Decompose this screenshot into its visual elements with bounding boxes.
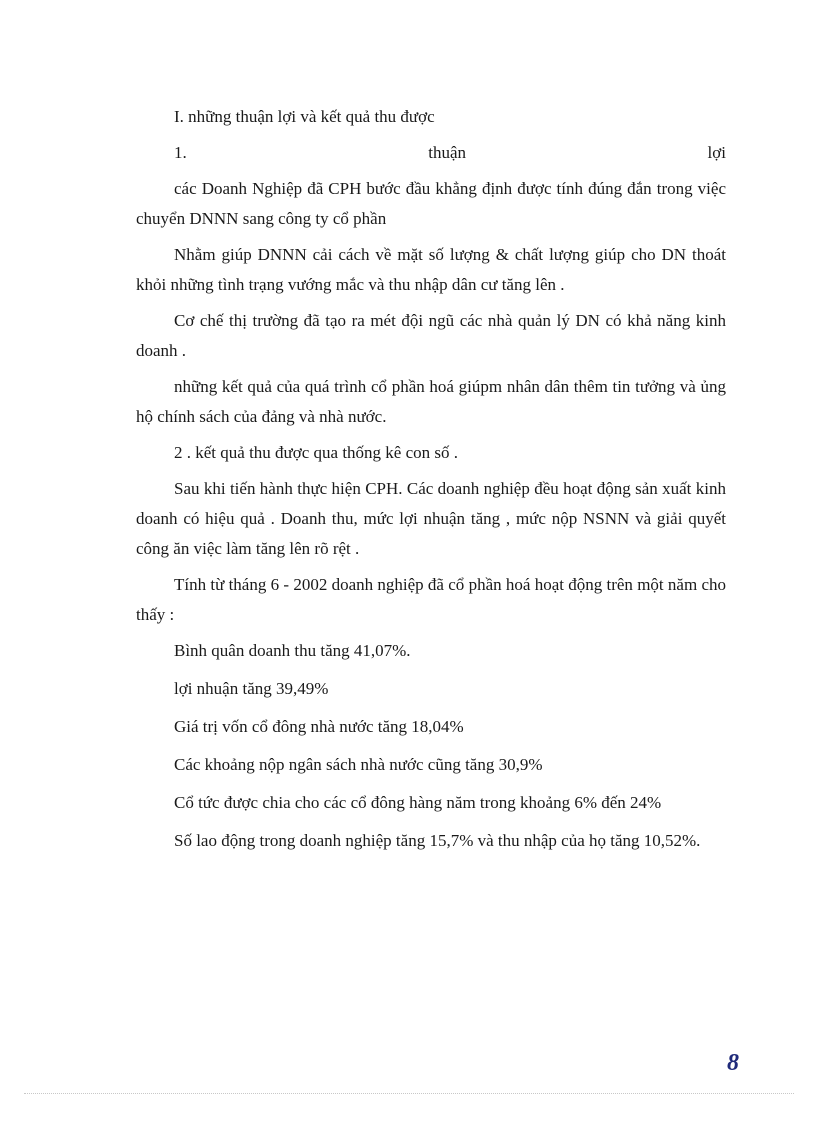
statistic-item: lợi nhuận tăng 39,49% bbox=[174, 679, 329, 698]
subsection-heading: 1. thuận lợi bbox=[174, 143, 726, 162]
paragraph: Cơ chế thị trường đã tạo ra mét đội ngũ các nhà quản lý DN có khả năng kinh doanh . bbox=[136, 311, 726, 360]
statistic-item: Giá trị vốn cổ đông nhà nước tăng 18,04% bbox=[174, 717, 464, 736]
paragraph: những kết quả của quá trình cổ phần hoá giúpm nhân dân thêm tin tưởng và ủng hộ chính sách của đảng và nhà nước. bbox=[136, 377, 726, 426]
statistic-item: Cổ tức được chia cho các cổ đông hàng năm trong khoảng 6% đến 24% bbox=[174, 793, 662, 812]
statistic-item: Các khoảng nộp ngân sách nhà nước cũng tăng 30,9% bbox=[174, 755, 543, 774]
subsection-heading: 2 . kết quả thu được qua thống kê con số . bbox=[174, 443, 459, 462]
statistic-item: Số lao động trong doanh nghiệp tăng 15,7% và thu nhập của họ tăng 10,52%. bbox=[174, 831, 701, 850]
page-number: 8 bbox=[727, 1050, 739, 1076]
footer-divider bbox=[24, 1093, 794, 1094]
paragraph: Sau khi tiến hành thực hiện CPH. Các doanh nghiệp đều hoạt động sản xuất kinh doanh có hiệu quả . Doanh thu, mức lợi nhuận tăng , mức nộp NSNN và giải quyết công ăn việc làm tăng lên rõ rệt . bbox=[136, 479, 726, 558]
document-body bbox=[136, 102, 726, 862]
paragraph: các Doanh Nghiệp đã CPH bước đầu khẳng định được tính đúng đắn trong việc chuyển DNNN sang công ty cổ phần bbox=[136, 179, 726, 228]
paragraph: Nhằm giúp DNNN cải cách về mặt số lượng & chất lượng giúp cho DN thoát khỏi những tình trạng vướng mắc và thu nhập dân cư tăng lên . bbox=[136, 245, 726, 294]
section-heading: I. những thuận lợi và kết quả thu được bbox=[174, 107, 435, 126]
paragraph: Tính từ tháng 6 - 2002 doanh nghiệp đã cổ phần hoá hoạt động trên một năm cho thấy : bbox=[136, 575, 726, 624]
statistic-item: Bình quân doanh thu tăng 41,07%. bbox=[174, 641, 411, 660]
